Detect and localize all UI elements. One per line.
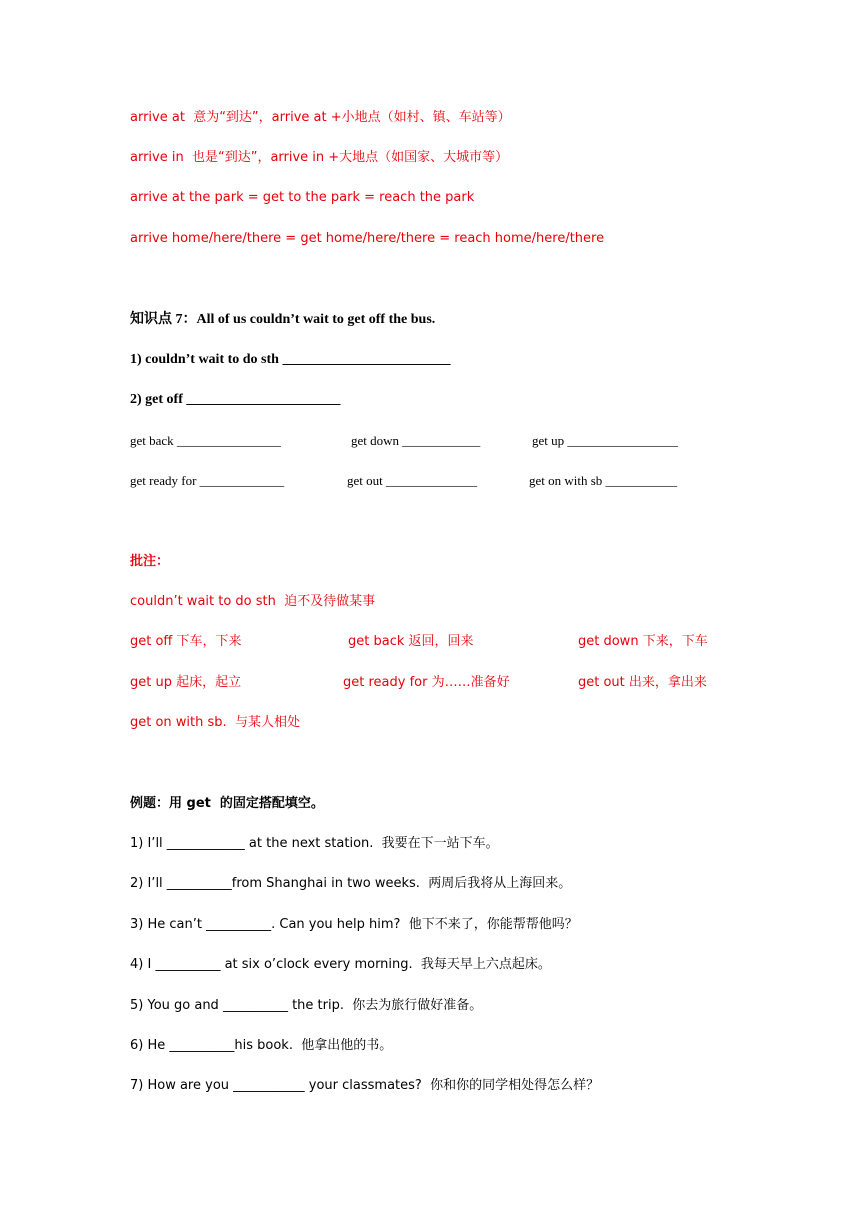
knowledge-item-2: 2) get off ______________________ <box>130 392 341 407</box>
annotation-get-on-with: get on with sb. 与某人相处 <box>130 715 300 730</box>
exercise-item: 2) I’ll __________from Shanghai in two weeks. 两周后我将从上海回来。 <box>130 876 572 891</box>
get-out-blank: get out ______________ <box>347 473 477 488</box>
annotation-get-off: get off 下车，下来 <box>130 634 242 649</box>
annotation-get-back: get back 返回，回来 <box>348 634 474 649</box>
exercise-item: 6) He __________his book. 他拿出他的书。 <box>130 1038 393 1053</box>
get-back-blank: get back ________________ <box>130 433 281 448</box>
annotation-get-down: get down 下来，下车 <box>578 634 708 649</box>
annotation-get-up: get up 起床，起立 <box>130 675 242 690</box>
knowledge-item-1: 1) couldn’t wait to do sth ________________________ <box>130 352 451 367</box>
get-on-with-blank: get on with sb ___________ <box>529 473 678 488</box>
exercise-item: 5) You go and __________ the trip. 你去为旅行做好准备。 <box>130 998 483 1013</box>
annotation-get-out: get out 出来，拿出来 <box>578 675 707 690</box>
get-up-blank: get up _________________ <box>532 433 678 448</box>
annotation-heading: 批注： <box>130 554 170 569</box>
get-ready-for-blank: get ready for _____________ <box>130 473 285 488</box>
exercise-item: 1) I’ll ____________ at the next station. 我要在下一站下车。 <box>130 836 499 851</box>
exercise-item: 3) He can’t __________. Can you help him? 他下不来了，你能帮帮他吗？ <box>130 917 578 932</box>
get-down-blank: get down ____________ <box>351 433 481 448</box>
knowledge-point-title: 知识点 7：All of us couldn’t wait to get off the bus. <box>130 312 436 327</box>
note-arrive-in: arrive in 也是“到达”，arrive in +大地点（如国家、大城市等） <box>130 150 509 165</box>
note-arrive-at: arrive at 意为“到达”，arrive at +小地点（如村、镇、车站等） <box>130 110 511 125</box>
note-arrive-park: arrive at the park = get to the park = reach the park <box>130 190 475 205</box>
exercise-item: 4) I __________ at six o’clock every morning. 我每天早上六点起床。 <box>130 957 551 972</box>
annotation-couldnt-wait: couldn’t wait to do sth 迫不及待做某事 <box>130 594 376 609</box>
note-arrive-home: arrive home/here/there = get home/here/there = reach home/here/there <box>130 231 605 246</box>
exercise-item: 7) How are you ___________ your classmates? 你和你的同学相处得怎么样？ <box>130 1078 600 1093</box>
exercise-heading: 例题：用 get 的固定搭配填空。 <box>130 796 324 811</box>
annotation-get-ready-for: get ready for 为……准备好 <box>343 675 510 690</box>
